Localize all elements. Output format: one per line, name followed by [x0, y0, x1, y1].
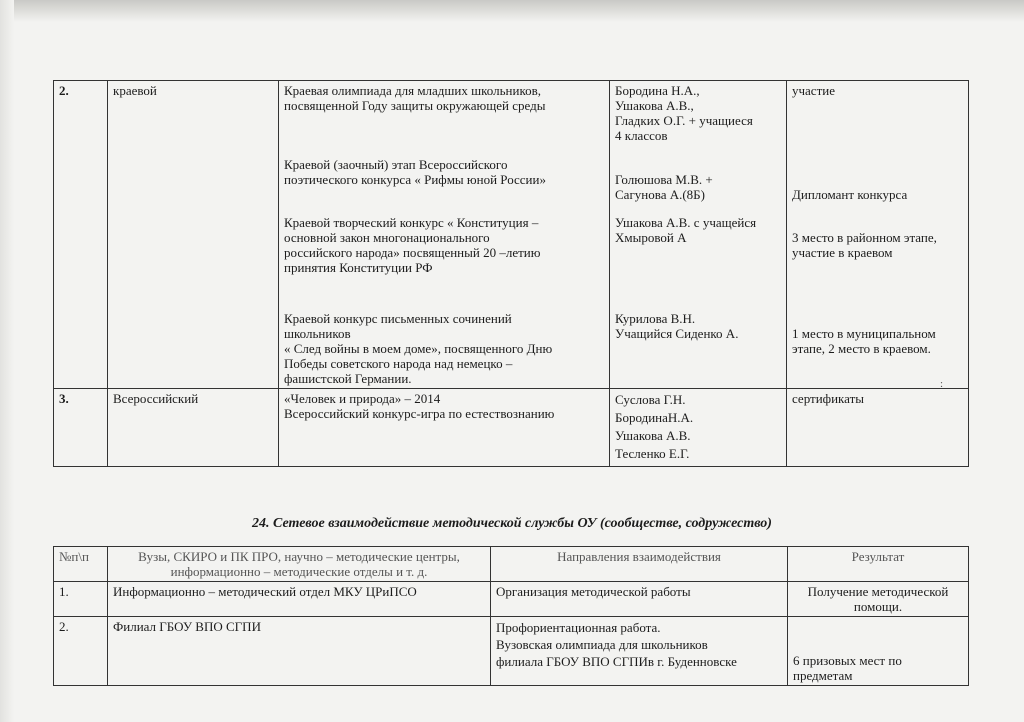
participant-line: БородинаН.А.: [615, 410, 694, 425]
result-line: 3 место в районном этапе,: [792, 230, 937, 245]
result-line: участие в краевом: [792, 245, 893, 260]
result-line: Дипломант конкурса: [792, 187, 908, 202]
event-cell: [279, 81, 610, 389]
direction-line: Профориентационная работа.: [496, 620, 661, 635]
header-result: Результат: [788, 547, 969, 582]
level-cell: краевой: [108, 81, 279, 389]
event-line: Победы советского народа над немецко –: [284, 356, 513, 371]
result-line: 1 место в муниципальном: [792, 326, 936, 341]
event-line: Краевая олимпиада для младших школьников,: [284, 83, 542, 98]
table-header-row: [54, 547, 969, 582]
row-number: 2.: [54, 81, 108, 389]
event-cell: [279, 389, 610, 467]
event-line: российского народа» посвященный 20 –летию: [284, 245, 541, 260]
participant-line: Тесленко Е.Г.: [615, 446, 690, 461]
result-cell: сертификаты: [787, 389, 969, 467]
direction-line: Организация методической работы: [496, 584, 691, 599]
event-line: принятия Конституции РФ: [284, 260, 433, 275]
participant-line: Курилова В.Н.: [615, 311, 696, 326]
organization-cell: Филиал ГБОУ ВПО СГПИ: [108, 617, 491, 686]
header-direction: Направления взаимодействия: [491, 547, 788, 582]
direction-cell: [491, 582, 788, 617]
participant-line: Хмыровой А: [615, 230, 687, 245]
organization-cell: Информационно – методический отдел МКУ ЦРиПСО: [108, 582, 491, 617]
event-line: « След войны в моем доме», посвященного Дню: [284, 341, 553, 356]
result-cell: [787, 81, 969, 389]
competitions-table: [53, 80, 969, 467]
participant-line: Бородина Н.А.,: [615, 83, 700, 98]
header-number: №п\п: [54, 547, 108, 582]
event-line: посвященной Году защиты окружающей среды: [284, 98, 546, 113]
participant-line: Ушакова А.В.,: [615, 98, 694, 113]
header-organization: Вузы, СКИРО и ПК ПРО, научно – методические центры, информационно – методические отделы и т. д.: [108, 547, 491, 582]
participants-cell: [610, 389, 787, 467]
event-line: Всероссийский конкурс-игра по естествознанию: [284, 406, 555, 421]
row-number: 3.: [54, 389, 108, 467]
event-line: «Человек и природа» – 2014: [284, 391, 441, 406]
scan-speck: :: [940, 378, 944, 390]
event-line: фашистской Германии.: [284, 371, 412, 386]
participants-cell: [610, 81, 787, 389]
participant-line: Суслова Г.Н.: [615, 392, 686, 407]
direction-line: филиала ГБОУ ВПО СГПИв г. Буденновске: [496, 654, 737, 669]
event-line: основной закон многонационального: [284, 230, 490, 245]
participant-line: Сагунова А.(8Б): [615, 187, 705, 202]
event-line: поэтического конкурса « Рифмы юной России»: [284, 172, 546, 187]
scan-edge-top: [0, 0, 1024, 22]
row-number: 1.: [54, 582, 108, 617]
scan-edge-left: [0, 0, 14, 722]
network-interaction-table: [53, 546, 969, 686]
event-line: Краевой конкурс письменных сочинений: [284, 311, 512, 326]
result-cell: [788, 617, 969, 686]
result-line: помощи.: [853, 599, 903, 614]
result-line: этапе, 2 место в краевом.: [792, 341, 931, 356]
event-line: Краевой творческий конкурс « Конституция –: [284, 215, 539, 230]
section-heading: 24. Сетевое взаимодействие методической службы ОУ (сообществе, содружество): [252, 516, 772, 531]
result-line: Получение методической: [807, 584, 949, 599]
table-row: [54, 617, 969, 686]
result-cell: [788, 582, 969, 617]
participant-line: Голюшова М.В. +: [615, 172, 713, 187]
result-line: участие: [792, 83, 835, 98]
direction-line: Вузовская олимпиада для школьников: [496, 637, 708, 652]
result-line: 6 призовых мест по: [793, 653, 902, 668]
event-line: Краевой (заочный) этап Всероссийского: [284, 157, 508, 172]
result-line: предметам: [793, 668, 853, 683]
row-number: 2.: [54, 617, 108, 686]
participant-line: 4 классов: [615, 128, 668, 143]
participant-line: Гладких О.Г. + учащиеся: [615, 113, 753, 128]
event-line: школьников: [284, 326, 351, 341]
participant-line: Ушакова А.В.: [615, 428, 691, 443]
table-row: [54, 81, 969, 389]
level-cell: Всероссийский: [108, 389, 279, 467]
table-row: [54, 582, 969, 617]
participant-line: Ушакова А.В. с учащейся: [615, 215, 757, 230]
table-row: [54, 389, 969, 467]
participant-line: Учащийся Сиденко А.: [615, 326, 739, 341]
direction-cell: [491, 617, 788, 686]
